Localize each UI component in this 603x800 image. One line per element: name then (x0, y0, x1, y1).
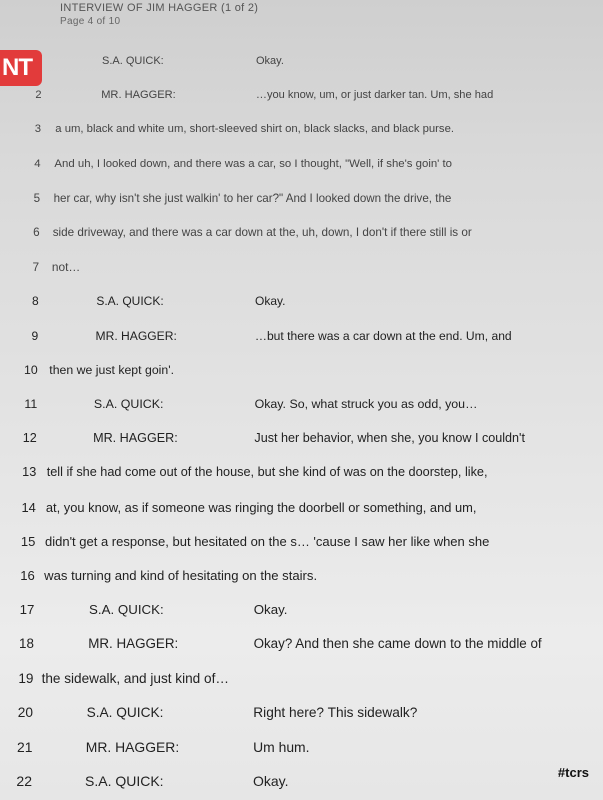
line-text: a um, black and white um, short-sleeved shirt on, black slacks, and black purse. (55, 123, 454, 136)
speaker-label: S.A. QUICK: (93, 397, 164, 411)
line-number: 7 (32, 260, 40, 275)
transcript-line (0, 192, 603, 216)
line-text: Okay? And then she came down to the middle of (253, 636, 542, 652)
red-label-badge: NT (0, 50, 42, 86)
speaker-label: MR. HAGGER: (85, 739, 180, 755)
line-text: Okay. (256, 55, 284, 67)
transcript-line (0, 739, 603, 763)
line-number: 20 (17, 704, 33, 720)
speaker-label: S.A. QUICK: (85, 773, 164, 790)
line-number: 8 (31, 294, 39, 309)
line-number: 19 (18, 670, 34, 686)
hashtag-watermark: #tcrs (557, 765, 589, 780)
line-text: Right here? This sidewalk? (253, 704, 418, 720)
line-number: 2 (35, 89, 42, 102)
transcript-line (0, 329, 603, 353)
transcript-line (0, 363, 603, 387)
line-number: 4 (34, 157, 41, 170)
transcript-line (0, 636, 603, 660)
transcript-line (0, 226, 603, 250)
line-text: didn't get a response, but hesitated on the s… 'cause I saw her like when she (45, 533, 490, 549)
line-number: 11 (24, 397, 38, 411)
line-text: side driveway, and there was a car down at the, uh, down, I don't if there still is or (52, 226, 472, 239)
transcript-line (0, 671, 603, 695)
transcript-line (0, 55, 603, 79)
line-text: not… (51, 260, 81, 275)
transcript-line (0, 534, 603, 558)
document-title: INTERVIEW OF JIM HAGGER (1 of 2) (60, 2, 259, 14)
transcript-line (0, 123, 603, 147)
speaker-label: S.A. QUICK: (102, 55, 164, 67)
line-text: …you know, um, or just darker tan. Um, she had (255, 89, 494, 102)
line-text: at, you know, as if someone was ringing the doorbell or something, and um, (45, 499, 477, 515)
transcript-line (0, 465, 603, 489)
transcript-line (0, 773, 603, 797)
line-number: 9 (31, 328, 39, 343)
line-number: 3 (34, 123, 42, 136)
line-text: Okay. (255, 294, 286, 309)
transcript-line (0, 500, 603, 524)
line-number: 15 (20, 533, 36, 549)
transcript-line (0, 294, 603, 318)
line-text: Okay. (253, 602, 288, 618)
line-number: 12 (22, 431, 37, 446)
speaker-label: MR. HAGGER: (93, 431, 178, 446)
line-number: 10 (24, 362, 38, 377)
transcript-line (0, 705, 603, 729)
transcript-line (0, 260, 603, 284)
line-text: …but there was a car down at the end. Um, and (254, 328, 512, 343)
line-number: 6 (33, 226, 40, 239)
transcript-line (0, 89, 603, 113)
transcript-line (0, 397, 603, 421)
line-number: 16 (20, 568, 35, 583)
transcript-line (0, 431, 603, 455)
transcript-line (0, 568, 603, 592)
line-text: then we just kept goin'. (49, 362, 174, 377)
line-number: 21 (17, 739, 33, 755)
line-text: Okay. (253, 773, 289, 790)
document-header (60, 2, 258, 28)
transcript-line (0, 158, 603, 182)
speaker-label: S.A. QUICK: (89, 602, 164, 618)
line-text: tell if she had come out of the house, but she kind of was on the doorstep, like, (46, 465, 488, 480)
line-text: And uh, I looked down, and there was a car, so I thought, "Well, if she's goin' to (54, 157, 453, 170)
speaker-label: MR. HAGGER: (95, 328, 177, 343)
speaker-label: MR. HAGGER: (101, 89, 176, 102)
line-text: her car, why isn't she just walkin' to her car?" And I looked down the drive, the (53, 191, 452, 205)
line-number: 13 (22, 465, 37, 480)
line-number: 5 (33, 191, 41, 205)
line-number: 17 (19, 602, 35, 618)
line-number: 18 (19, 636, 34, 652)
line-number: 22 (16, 773, 32, 790)
line-text: Um hum. (253, 739, 310, 755)
line-text: the sidewalk, and just kind of… (41, 670, 229, 686)
speaker-label: S.A. QUICK: (86, 704, 164, 720)
line-text: was turning and kind of hesitating on the stairs. (44, 568, 318, 583)
page-indicator: Page 4 of 10 (60, 16, 121, 27)
transcript-line (0, 602, 603, 626)
speaker-label: S.A. QUICK: (96, 294, 164, 309)
speaker-label: MR. HAGGER: (88, 636, 179, 652)
line-text: Okay. So, what struck you as odd, you… (254, 397, 478, 411)
line-text: Just her behavior, when she, you know I couldn't (254, 431, 525, 446)
line-number: 14 (21, 499, 36, 515)
